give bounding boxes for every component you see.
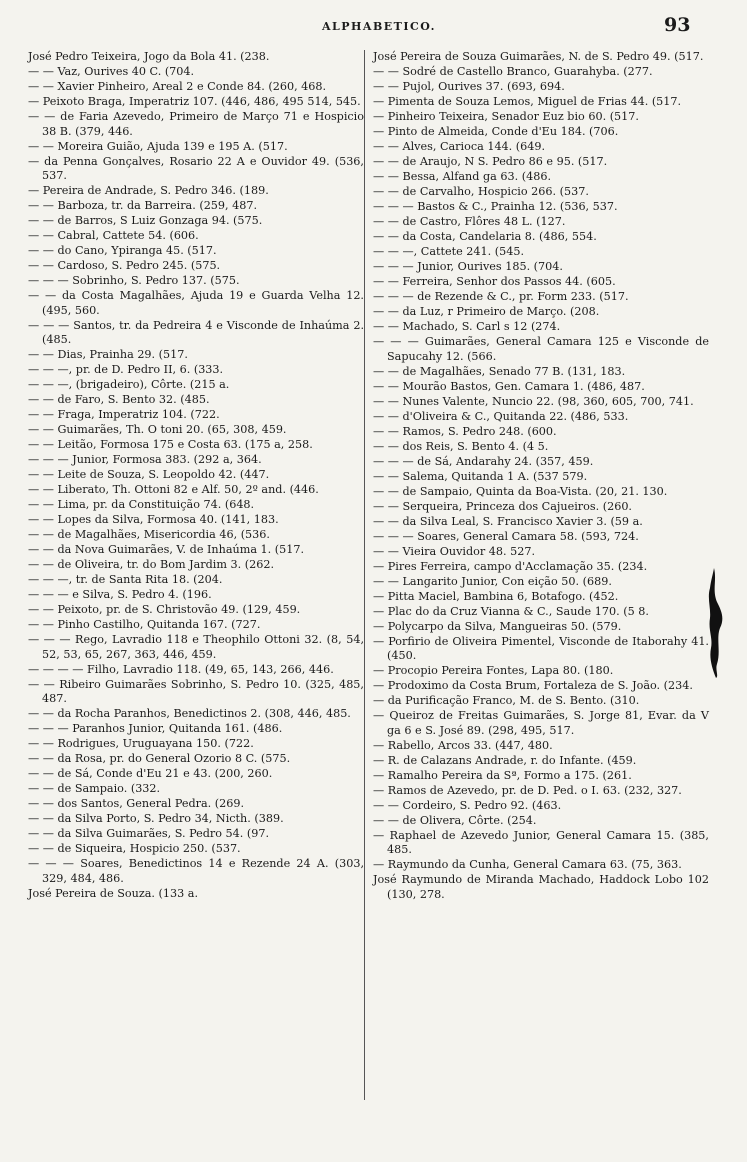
directory-entry: — — Leite de Souza, S. Leopoldo 42. (447.: [28, 468, 270, 481]
directory-entry: — — de Castro, Flôres 48 L. (127.: [373, 215, 566, 228]
directory-entry: — Plac do da Cruz Vianna & C., Saude 170. (5 8.: [373, 604, 649, 618]
directory-entry: José Pedro Teixeira, Jogo da Bola 41. (238.: [28, 50, 270, 63]
directory-entry: — Pinheiro Teixeira, Senador Euz bio 60. (517.: [373, 110, 639, 123]
directory-entry: — — Pujol, Ourives 37. (693, 694.: [373, 80, 565, 93]
directory-entry: — R. de Calazans Andrade, r. do Infante. (459.: [373, 753, 637, 767]
directory-entry: — — Salema, Quitanda 1 A. (537 579.: [373, 469, 588, 483]
directory-entry: — — dos Santos, General Pedra. (269.: [28, 797, 245, 810]
directory-entry: — — do Cano, Ypiranga 45. (517.: [28, 244, 217, 257]
directory-entry: — — de Barros, S Luiz Gonzaga 94. (575.: [28, 214, 263, 227]
directory-entry: José Pereira de Souza Guimarães, N. de S. Pedro 49. (517.: [373, 50, 704, 63]
directory-entry: — — da Rocha Paranhos, Benedictinos 2. (308, 446, 485.: [28, 707, 351, 720]
directory-entry: — Pitta Maciel, Bambina 6, Botafogo. (452.: [373, 589, 619, 603]
directory-entry: — Polycarpo da Silva, Mangueiras 50. (579.: [373, 619, 622, 633]
directory-entry: — — Sodré de Castello Branco, Guarahyba. (277.: [373, 65, 653, 78]
directory-entry: — — — Guimarães, General Camara 125 e Visconde de Sapucahy 12. (566.: [373, 335, 709, 363]
directory-entry: — — —, (brigadeiro), Côrte. (215 a.: [28, 378, 230, 391]
directory-entry: — — Alves, Carioca 144. (649.: [373, 140, 546, 153]
directory-entry: — — — Santos, tr. da Pedreira 4 e Visconde de Inhaúma 2. (485.: [28, 318, 364, 346]
directory-entry: — — da Nova Guimarães, V. de Inhaúma 1. (517.: [28, 543, 305, 556]
page-number: 93: [664, 14, 691, 36]
directory-entry: — — Serqueira, Princeza dos Cajueiros. (260.: [373, 499, 632, 513]
directory-entry: — — de Faria Azevedo, Primeiro de Março 71 e Hospicio 38 B. (379, 446.: [28, 110, 364, 138]
directory-entry: — Porfirio de Oliveira Pimentel, Visconde de Itaborahy 41. (450.: [373, 634, 709, 662]
directory-entry: — — Cordeiro, S. Pedro 92. (463.: [373, 798, 562, 812]
directory-entry: — — de Carvalho, Hospicio 266. (537.: [373, 185, 589, 198]
directory-entry: — Pinto de Almeida, Conde d'Eu 184. (706.: [373, 125, 619, 138]
directory-entry: — — Leitão, Formosa 175 e Costa 63. (175 a, 258.: [28, 438, 313, 451]
directory-entry: — Raphael de Azevedo Junior, General Camara 15. (385, 485.: [373, 828, 709, 856]
directory-entry: — — Vaz, Ourives 40 C. (704.: [28, 65, 195, 78]
directory-entry: — Queiroz de Freitas Guimarães, S. Jorge 81, Evar. da V ga 6 e S. José 89. (298, 495, 517.: [373, 709, 709, 737]
page-header: [0, 14, 747, 40]
directory-entry: — — — de Sá, Andarahy 24. (357, 459.: [373, 454, 594, 468]
directory-entry: — — Bessa, Alfand ga 63. (486.: [373, 170, 551, 183]
directory-entry: — — Cabral, Cattete 54. (606.: [28, 229, 199, 242]
running-title: ALPHABETICO.: [322, 20, 437, 33]
directory-entry: — — de Oliveira, tr. do Bom Jardim 3. (262.: [28, 558, 275, 571]
directory-entry: — — — Junior, Ourives 185. (704.: [373, 260, 563, 273]
directory-entry: — — da Costa, Candelaria 8. (486, 554.: [373, 230, 597, 243]
directory-entry: — Prodoximo da Costa Brum, Fortaleza de S. João. (234.: [373, 679, 693, 692]
directory-entry: — da Penna Gonçalves, Rosario 22 A e Ouvidor 49. (536, 537.: [28, 154, 364, 182]
directory-entry: — — de Faro, S. Bento 32. (485.: [28, 393, 210, 406]
directory-entry: — — Dias, Prainha 29. (517.: [28, 348, 188, 361]
directory-entry: — Ramalho Pereira da Sª, Formo a 175. (261.: [373, 768, 632, 782]
right-column: [373, 50, 709, 903]
directory-entry: — — —, tr. de Santa Rita 18. (204.: [28, 573, 223, 586]
directory-entry: — — de Siqueira, Hospicio 250. (537.: [28, 842, 241, 855]
directory-entry: — Ramos de Azevedo, pr. de D. Ped. o I. 63. (232, 327.: [373, 783, 682, 797]
directory-entry: — — Liberato, Th. Ottoni 82 e Alf. 50, 2º and. (446.: [28, 483, 319, 496]
directory-entry: — — Mourão Bastos, Gen. Camara 1. (486, 487.: [373, 379, 645, 393]
directory-entry: — — de Sampaio, Quinta da Boa-Vista. (20, 21. 130.: [373, 484, 668, 498]
directory-entry: — Pereira de Andrade, S. Pedro 346. (189.: [28, 184, 269, 197]
directory-entry: — Pimenta de Souza Lemos, Miguel de Frias 44. (517.: [373, 95, 682, 108]
directory-entry: — Pires Ferreira, campo d'Acclamação 35. (234.: [373, 559, 648, 573]
directory-entry: — — Ferreira, Senhor dos Passos 44. (605.: [373, 275, 616, 288]
directory-entry: — — de Olivera, Côrte. (254.: [373, 813, 537, 827]
directory-entry: — — Lopes da Silva, Formosa 40. (141, 183.: [28, 513, 279, 526]
directory-entry: — — da Silva Porto, S. Pedro 34, Nicth. (389.: [28, 812, 284, 825]
directory-entry: — — — Paranhos Junior, Quitanda 161. (486.: [28, 722, 283, 735]
directory-entry: — — — Soares, Benedictinos 14 e Rezende 24 A. (303, 329, 484, 486.: [28, 857, 364, 885]
directory-entry: — — d'Oliveira & C., Quitanda 22. (486, 533.: [373, 409, 629, 423]
directory-entry: — — Vieira Ouvidor 48. 527.: [373, 544, 536, 558]
directory-entry: — — da Silva Leal, S. Francisco Xavier 3. (59 a.: [373, 514, 643, 528]
directory-entry: — — — Bastos & C., Prainha 12. (536, 537.: [373, 200, 618, 213]
directory-entry: — — Machado, S. Carl s 12 (274.: [373, 320, 561, 333]
directory-entry: — — Ribeiro Guimarães Sobrinho, S. Pedro 10. (325, 485, 487.: [28, 677, 364, 705]
directory-entry: — — —, Cattete 241. (545.: [373, 245, 525, 258]
directory-entry: — da Purificação Franco, M. de S. Bento. (310.: [373, 694, 640, 707]
directory-entry: — — Moreira Guião, Ajuda 139 e 195 A. (517.: [28, 139, 288, 153]
directory-entry: — — Rodrigues, Uruguayana 150. (722.: [28, 737, 254, 750]
directory-entry: — — Langarito Junior, Con eição 50. (689.: [373, 574, 612, 588]
directory-entry: — Raymundo da Cunha, General Camara 63. (75, 363.: [373, 858, 682, 871]
directory-entry: — Procopio Pereira Fontes, Lapa 80. (180.: [373, 664, 614, 677]
directory-entry: — — de Araujo, N S. Pedro 86 e 95. (517.: [373, 155, 608, 168]
directory-entry: — — — Rego, Lavradio 118 e Theophilo Ottoni 32. (8, 54, 52, 53, 65, 267, 363, 446, 459.: [28, 633, 364, 661]
directory-entry: José Pereira de Souza. (133 a.: [28, 886, 199, 900]
directory-entry: José Raymundo de Miranda Machado, Haddock Lobo 102 (130, 278.: [373, 873, 709, 901]
directory-entry: — — Guimarães, Th. O toni 20. (65, 308, 459.: [28, 423, 287, 436]
directory-entry: — Peixoto Braga, Imperatriz 107. (446, 486, 495 514, 545.: [28, 95, 361, 108]
directory-entry: — Rabello, Arcos 33. (447, 480.: [373, 738, 553, 752]
directory-entry: — — — e Silva, S. Pedro 4. (196.: [28, 588, 212, 601]
directory-entry: — — de Sampaio. (332.: [28, 782, 161, 795]
left-column: [28, 50, 364, 902]
directory-entry: — — de Sá, Conde d'Eu 21 e 43. (200, 260.: [28, 767, 273, 780]
directory-entry: — — de Magalhães, Misericordia 46, (536.: [28, 528, 270, 541]
directory-entry: — — da Luz, r Primeiro de Março. (208.: [373, 305, 600, 318]
directory-entry: — — da Costa Magalhães, Ajuda 19 e Guarda Velha 12. (495, 560.: [28, 289, 364, 317]
directory-entry: — — de Magalhães, Senado 77 B. (131, 183.: [373, 364, 626, 378]
directory-entry: — — Fraga, Imperatriz 104. (722.: [28, 408, 220, 421]
directory-entry: — — — Sobrinho, S. Pedro 137. (575.: [28, 274, 240, 287]
directory-entry: — — — — Filho, Lavradio 118. (49, 65, 143, 266, 446.: [28, 662, 334, 676]
directory-entry: — — Barboza, tr. da Barreira. (259, 487.: [28, 199, 258, 212]
directory-entry: — — Ramos, S. Pedro 248. (600.: [373, 424, 557, 438]
directory-entry: — — Xavier Pinheiro, Areal 2 e Conde 84. (260, 468.: [28, 80, 327, 93]
column-divider: [364, 50, 365, 1100]
directory-entry: — — Cardoso, S. Pedro 245. (575.: [28, 259, 221, 272]
directory-entry: — — — Junior, Formosa 383. (292 a, 364.: [28, 453, 262, 466]
directory-entry: — — da Silva Guimarães, S. Pedro 54. (97.: [28, 827, 270, 840]
directory-entry: — — da Rosa, pr. do General Ozorio 8 C. (575.: [28, 752, 291, 765]
directory-entry: — — — de Rezende & C., pr. Form 233. (517.: [373, 290, 629, 303]
ink-blot: [705, 568, 727, 678]
directory-entry: — — Pinho Castilho, Quitanda 167. (727.: [28, 618, 261, 631]
directory-entry: — — Peixoto, pr. de S. Christovão 49. (129, 459.: [28, 603, 301, 616]
directory-entry: — — Nunes Valente, Nuncio 22. (98, 360, 605, 700, 741.: [373, 394, 694, 408]
directory-entry: — — —, pr. de D. Pedro II, 6. (333.: [28, 363, 224, 376]
directory-entry: — — Lima, pr. da Constituição 74. (648.: [28, 498, 255, 511]
directory-entry: — — — Soares, General Camara 58. (593, 724.: [373, 529, 639, 543]
directory-entry: — — dos Reis, S. Bento 4. (4 5.: [373, 439, 549, 453]
